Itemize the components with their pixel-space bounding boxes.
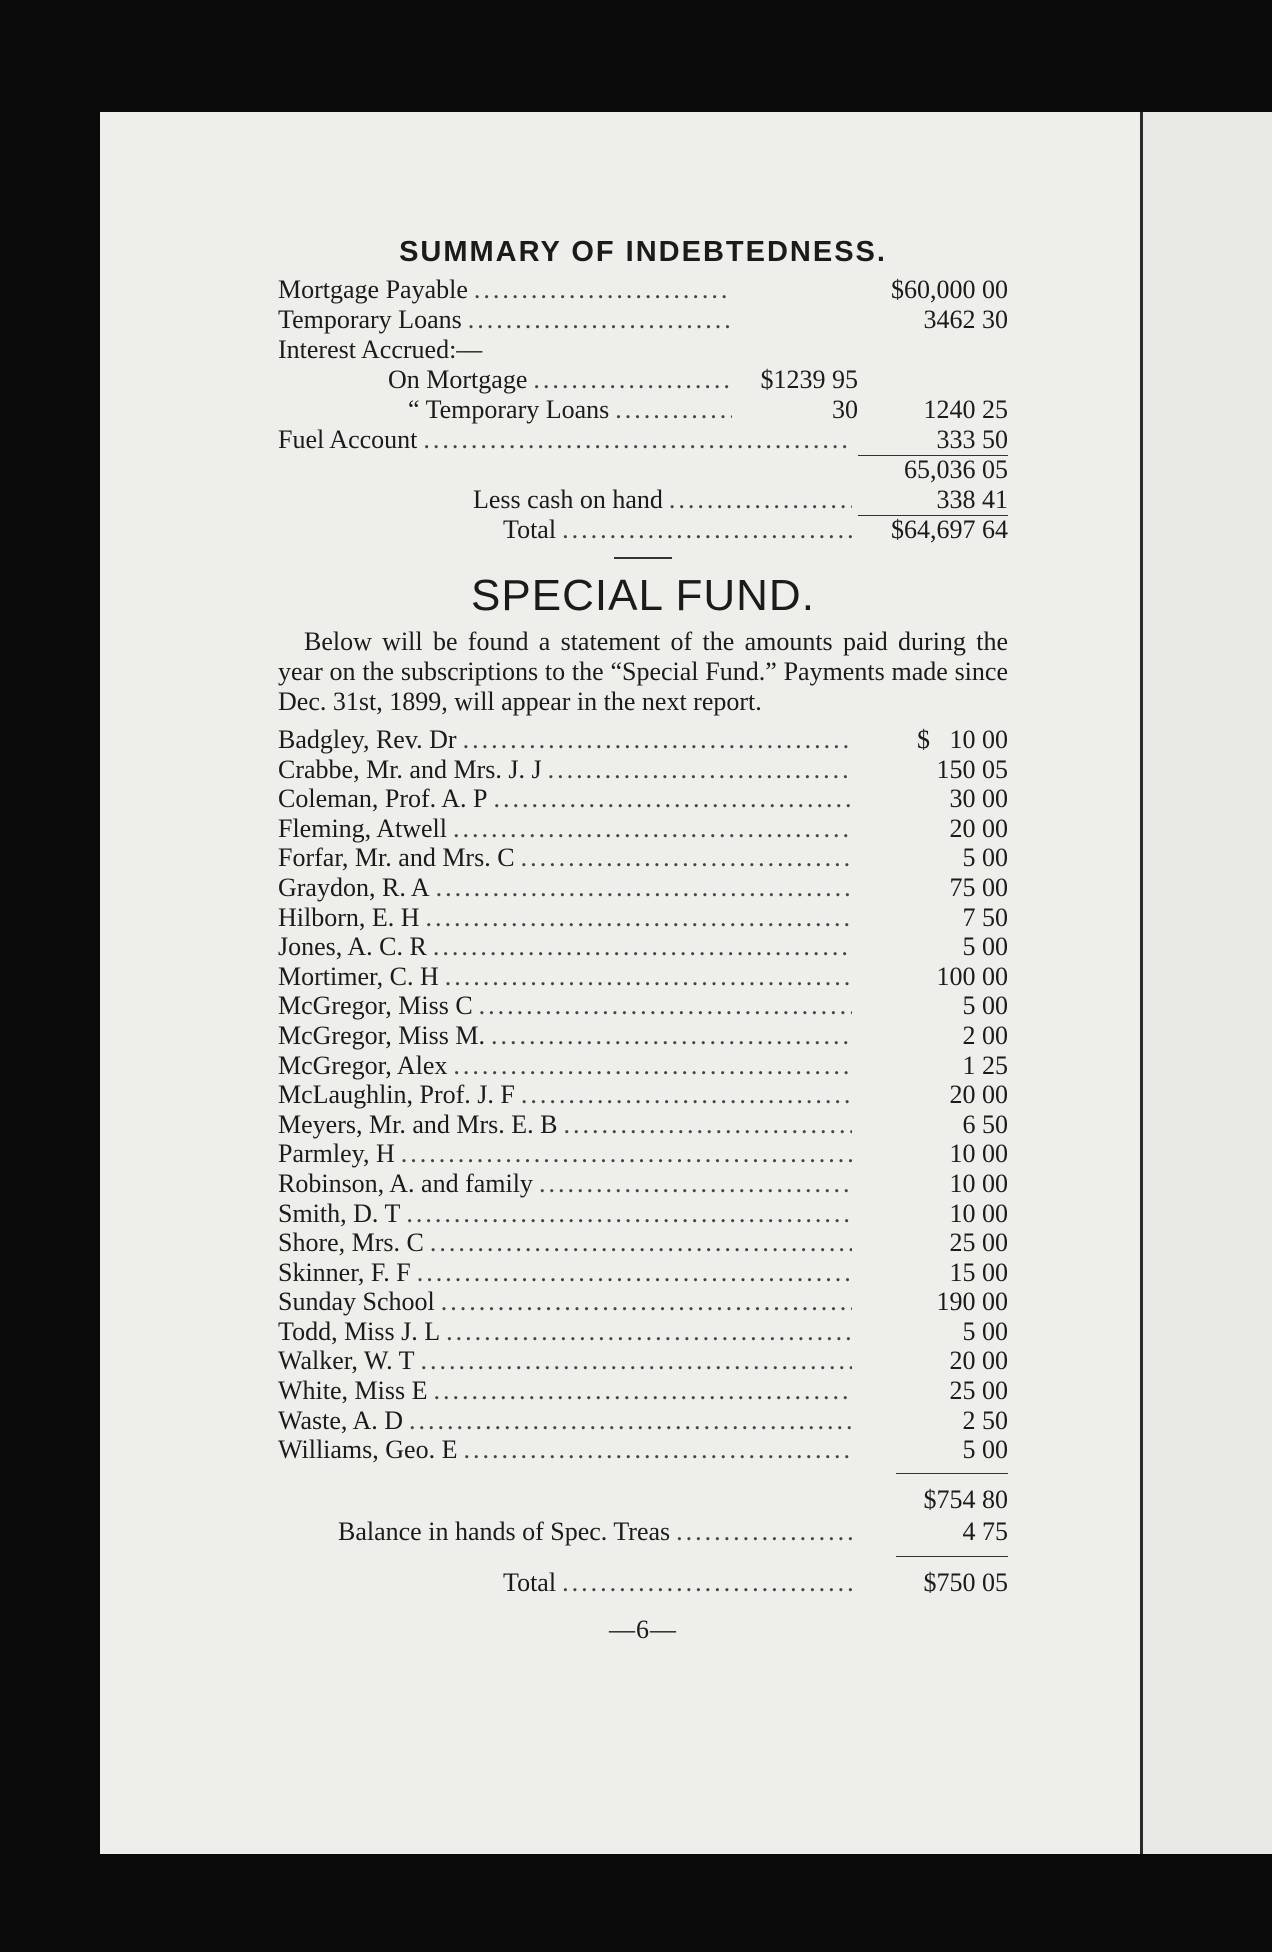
summary-row bbox=[278, 305, 1008, 335]
fund-entry-name: Waste, A. D bbox=[278, 1405, 403, 1435]
leader-dots bbox=[420, 1346, 852, 1376]
summary-row bbox=[278, 395, 1008, 425]
special-fund-list bbox=[278, 725, 1008, 1465]
summary-label: On Mortgage bbox=[388, 365, 528, 394]
leader-dots bbox=[453, 814, 852, 844]
leader-dots bbox=[406, 1199, 852, 1229]
facing-page-edge bbox=[1140, 112, 1272, 1854]
fund-entry-row bbox=[278, 843, 1008, 873]
fund-entry-amount: 20 00 bbox=[949, 813, 1008, 843]
special-fund-totals bbox=[278, 1473, 1008, 1599]
fund-entry-name: White, Miss E bbox=[278, 1376, 428, 1406]
fund-entry-amount: 100 00 bbox=[936, 961, 1008, 991]
fund-entry-amount: 1 25 bbox=[962, 1050, 1008, 1080]
fund-entry-row bbox=[278, 1435, 1008, 1465]
fund-entry-name: Robinson, A. and family bbox=[278, 1168, 533, 1198]
fund-entry-name: Parmley, H bbox=[278, 1139, 395, 1169]
fund-entry-row bbox=[278, 814, 1008, 844]
fund-entry-amount: 5 00 bbox=[962, 843, 1008, 873]
fund-entry-name: McGregor, Miss C bbox=[278, 991, 473, 1021]
special-fund-intro: Below will be found a statement of the amounts paid during the year on the subscriptions to the “Special Fund.” Payments made since Dec. 31st, 1899, will appear in the next report. bbox=[278, 627, 1008, 716]
leader-dots bbox=[491, 1021, 852, 1051]
fund-entry-row bbox=[278, 1169, 1008, 1199]
leader-dots bbox=[433, 932, 852, 962]
leader-dots bbox=[615, 395, 732, 425]
fund-entry-name: McLaughlin, Prof. J. F bbox=[278, 1080, 515, 1110]
balance-amount: 4 75 bbox=[962, 1516, 1008, 1546]
summary-row bbox=[278, 425, 1008, 455]
fund-entry-amount: 190 00 bbox=[936, 1287, 1008, 1317]
summary-label: “ Temporary Loans bbox=[408, 395, 610, 424]
fund-entry-amount: 30 00 bbox=[949, 784, 1008, 814]
fund-entry-row bbox=[278, 1051, 1008, 1081]
fund-entry-amount: 15 00 bbox=[949, 1257, 1008, 1287]
summary-table bbox=[278, 275, 1008, 545]
page-content bbox=[278, 236, 1008, 1645]
fund-entry-name: McGregor, Miss M. bbox=[278, 1020, 485, 1050]
summary-total-row bbox=[278, 515, 1008, 545]
leader-dots bbox=[441, 1287, 852, 1317]
fund-entry-name: Fleming, Atwell bbox=[278, 813, 447, 843]
leader-dots bbox=[446, 1317, 852, 1347]
leader-dots bbox=[479, 991, 852, 1021]
balance-label: Balance in hands of Spec. Treas bbox=[338, 1516, 671, 1546]
leader-dots bbox=[430, 1228, 852, 1258]
fund-entry-row bbox=[278, 1139, 1008, 1169]
special-fund-sum: $754 80 bbox=[923, 1484, 1008, 1514]
summary-amount: 1240 25 bbox=[923, 395, 1008, 424]
fund-entry-row bbox=[278, 1021, 1008, 1051]
summary-amount: $60,000 00 bbox=[891, 275, 1008, 304]
sum-rule bbox=[896, 1473, 1008, 1474]
leader-dots bbox=[423, 425, 852, 455]
fund-entry-name: Smith, D. T bbox=[278, 1198, 401, 1228]
fund-entry-row bbox=[278, 755, 1008, 785]
fund-entry-name: Crabbe, Mr. and Mrs. J. J bbox=[278, 754, 542, 784]
leader-dots bbox=[468, 305, 732, 335]
fund-entry-amount: 20 00 bbox=[949, 1080, 1008, 1110]
fund-entry-amount: $ 10 00 bbox=[917, 725, 1008, 754]
leader-dots bbox=[436, 873, 852, 903]
summary-row bbox=[278, 275, 1008, 305]
leader-dots bbox=[563, 1110, 852, 1140]
fund-entry-name: Williams, Geo. E bbox=[278, 1435, 458, 1465]
fund-entry-name: Hilborn, E. H bbox=[278, 902, 420, 932]
summary-less-label: Less cash on hand bbox=[473, 485, 663, 514]
leader-dots bbox=[521, 1080, 852, 1110]
fund-entry-amount: 2 50 bbox=[962, 1405, 1008, 1435]
summary-total-label: Total bbox=[503, 515, 557, 544]
fund-entry-row bbox=[278, 1346, 1008, 1376]
leader-dots bbox=[533, 365, 732, 395]
leader-dots bbox=[562, 515, 852, 545]
fund-entry-name: Jones, A. C. R bbox=[278, 932, 427, 962]
summary-label: Mortgage Payable bbox=[278, 275, 468, 304]
fund-entry-name: Coleman, Prof. A. P bbox=[278, 784, 488, 814]
special-fund-total-label: Total bbox=[503, 1567, 557, 1597]
fund-entry-name: Meyers, Mr. and Mrs. E. B bbox=[278, 1109, 558, 1139]
fund-entry-name: Graydon, R. A bbox=[278, 872, 430, 902]
fund-entry-amount: 10 00 bbox=[949, 1168, 1008, 1198]
fund-entry-row bbox=[278, 903, 1008, 933]
fund-entry-amount: 5 00 bbox=[962, 1316, 1008, 1346]
summary-label: Interest Accrued:— bbox=[278, 335, 483, 364]
summary-subtotal-row bbox=[278, 455, 1008, 485]
summary-subtotal: 65,036 05 bbox=[904, 455, 1008, 484]
summary-label: Temporary Loans bbox=[278, 305, 462, 334]
fund-entry-row bbox=[278, 1228, 1008, 1258]
leader-dots bbox=[463, 725, 852, 755]
fund-entry-row bbox=[278, 1199, 1008, 1229]
fund-entry-amount: 25 00 bbox=[949, 1376, 1008, 1406]
fund-entry-amount: 5 00 bbox=[962, 1435, 1008, 1465]
leader-dots bbox=[426, 903, 852, 933]
leader-dots bbox=[493, 784, 852, 814]
summary-less-row bbox=[278, 485, 1008, 515]
fund-entry-name: Mortimer, C. H bbox=[278, 961, 439, 991]
fund-entry-amount: 2 00 bbox=[962, 1020, 1008, 1050]
fund-entry-amount: 10 00 bbox=[949, 1198, 1008, 1228]
page-number: —6— bbox=[609, 1614, 677, 1644]
fund-entry-row bbox=[278, 991, 1008, 1021]
fund-entry-amount: 25 00 bbox=[949, 1228, 1008, 1258]
summary-row bbox=[278, 365, 1008, 395]
summary-amount: 3462 30 bbox=[923, 305, 1008, 334]
fund-entry-amount: 150 05 bbox=[936, 754, 1008, 784]
fund-entry-name: Shore, Mrs. C bbox=[278, 1228, 424, 1258]
summary-title: SUMMARY OF INDEBTEDNESS. bbox=[399, 236, 887, 268]
fund-entry-name: Todd, Miss J. L bbox=[278, 1316, 441, 1346]
fund-entry-amount: 5 00 bbox=[962, 991, 1008, 1021]
special-fund-balance-row bbox=[278, 1516, 1008, 1548]
fund-entry-row bbox=[278, 784, 1008, 814]
fund-entry-row bbox=[278, 873, 1008, 903]
leader-dots bbox=[409, 1406, 852, 1436]
leader-dots bbox=[434, 1376, 853, 1406]
fund-entry-row bbox=[278, 1376, 1008, 1406]
leader-dots bbox=[417, 1258, 852, 1288]
leader-dots bbox=[474, 275, 732, 305]
summary-less-amount: 338 41 bbox=[858, 485, 1008, 516]
leader-dots bbox=[445, 962, 852, 992]
fund-entry-row bbox=[278, 962, 1008, 992]
leader-dots bbox=[669, 485, 852, 515]
fund-entry-row bbox=[278, 1080, 1008, 1110]
summary-amount: 333 50 bbox=[858, 425, 1008, 456]
fund-entry-amount: 20 00 bbox=[949, 1346, 1008, 1376]
fund-entry-name: Badgley, Rev. Dr bbox=[278, 725, 457, 754]
leader-dots bbox=[401, 1139, 852, 1169]
leader-dots bbox=[453, 1051, 852, 1081]
fund-entry-row bbox=[278, 932, 1008, 962]
fund-entry-row bbox=[278, 1406, 1008, 1436]
summary-mid-amount: 30 bbox=[832, 395, 858, 424]
section-divider bbox=[614, 557, 672, 559]
summary-total-amount: $64,697 64 bbox=[891, 515, 1008, 544]
leader-dots bbox=[521, 843, 852, 873]
fund-entry-row bbox=[278, 1287, 1008, 1317]
fund-entry-amount: 75 00 bbox=[949, 872, 1008, 902]
leader-dots bbox=[539, 1169, 852, 1199]
leader-dots bbox=[463, 1435, 852, 1465]
special-fund-total-row bbox=[278, 1567, 1008, 1599]
special-fund-title: SPECIAL FUND. bbox=[471, 571, 815, 620]
leader-dots bbox=[548, 755, 852, 785]
special-fund-sum-row bbox=[278, 1484, 1008, 1516]
special-fund-total-amount: $750 05 bbox=[923, 1567, 1008, 1597]
summary-row bbox=[278, 335, 1008, 365]
fund-entry-name: Walker, W. T bbox=[278, 1346, 415, 1376]
fund-entry-row bbox=[278, 1317, 1008, 1347]
fund-entry-name: McGregor, Alex bbox=[278, 1050, 448, 1080]
leader-dots bbox=[676, 1516, 852, 1548]
fund-entry-row bbox=[278, 725, 1008, 755]
summary-mid-amount: $1239 95 bbox=[760, 365, 858, 394]
fund-entry-name: Sunday School bbox=[278, 1287, 435, 1317]
fund-entry-row bbox=[278, 1258, 1008, 1288]
fund-entry-amount: 6 50 bbox=[962, 1109, 1008, 1139]
fund-entry-amount: 5 00 bbox=[962, 932, 1008, 962]
fund-entry-amount: 10 00 bbox=[949, 1139, 1008, 1169]
fund-entry-amount: 7 50 bbox=[962, 902, 1008, 932]
summary-label: Fuel Account bbox=[278, 425, 418, 454]
total-rule bbox=[896, 1556, 1008, 1557]
fund-entry-name: Skinner, F. F bbox=[278, 1257, 411, 1287]
fund-entry-row bbox=[278, 1110, 1008, 1140]
leader-dots bbox=[562, 1567, 852, 1599]
fund-entry-name: Forfar, Mr. and Mrs. C bbox=[278, 843, 515, 873]
